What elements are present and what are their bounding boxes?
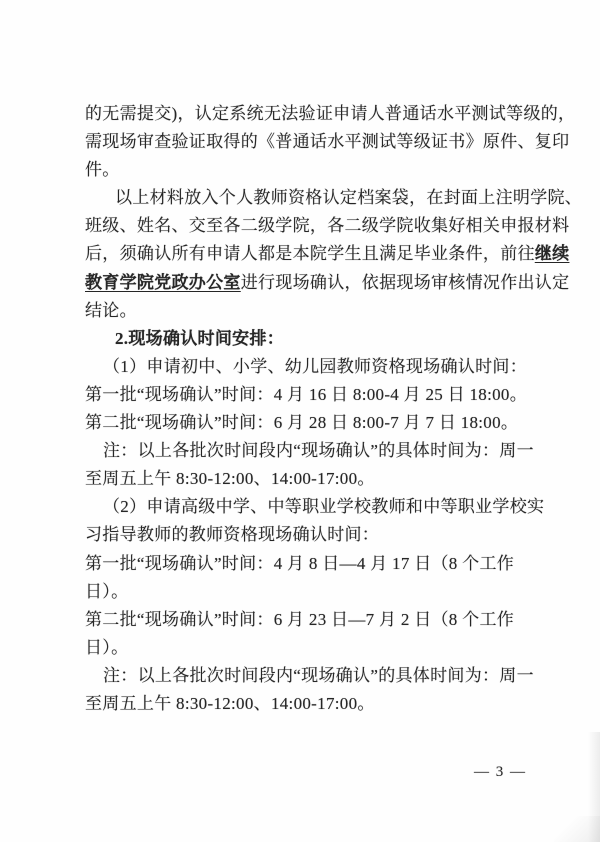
text-line	[85, 550, 555, 578]
text-segment: 结论。	[85, 300, 137, 320]
text-segment: 日）。	[85, 637, 129, 657]
text-line	[85, 409, 555, 437]
text-line	[85, 634, 555, 662]
emphasized-office-name: 教育学院党政办公室	[85, 272, 241, 292]
text-line	[85, 662, 555, 690]
text-segment: 需现场审查验证取得的《普通话水平测试等级证书》原件、复印	[85, 132, 570, 152]
document-body	[85, 100, 583, 718]
text-line	[85, 381, 555, 409]
page-number: — 3 —	[474, 764, 527, 780]
text-line	[85, 184, 583, 212]
scan-artifact-corner	[554, 816, 600, 842]
text-line	[85, 353, 555, 381]
text-segment: 注：以上各批次时间段内“现场确认”的具体时间为：周一	[103, 665, 534, 685]
text-segment: 件。	[85, 160, 120, 180]
text-segment: 习指导教师的教师资格现场确认时间：	[85, 525, 380, 545]
text-segment: 日）。	[85, 581, 129, 601]
text-segment: 至周五上午 8:30-12:00、14:00-17:00。	[85, 469, 375, 489]
text-segment: 注：以上各批次时间段内“现场确认”的具体时间为：周一	[103, 441, 534, 461]
text-line	[85, 437, 555, 465]
text-line	[85, 690, 555, 718]
text-line	[85, 297, 555, 325]
text-segment: 班级、姓名、交至各二级学院，各二级学院收集好相关申报材料	[85, 216, 570, 236]
text-segment: 第二批“现场确认”时间：6 月 23 日—7 月 2 日（8 个工作	[85, 609, 515, 629]
text-line	[85, 325, 555, 353]
text-segment: 后，须确认所有申请人都是本院学生且满足毕业条件，前往	[85, 244, 535, 264]
emphasized-office-name: 继续	[534, 244, 570, 264]
text-line	[85, 128, 570, 156]
text-line	[85, 269, 570, 297]
text-line	[85, 240, 570, 268]
text-segment: 的无需提交)，认定系统无法验证申请人普通话水平测试等级的，	[85, 104, 576, 123]
text-segment: （1）申请初中、小学、幼儿园教师资格现场确认时间：	[103, 356, 527, 376]
text-line	[85, 212, 570, 240]
text-line	[85, 578, 555, 606]
text-segment: 2.现场确认时间安排：	[115, 328, 285, 348]
text-line	[85, 156, 555, 184]
text-line	[85, 465, 555, 493]
text-segment: 以上材料放入个人教师资格认定档案袋，在封面上注明学院、	[115, 188, 583, 208]
text-segment: （2）申请高级中学、中等职业学校教师和中等职业学校实	[103, 497, 545, 517]
text-line	[85, 521, 555, 549]
text-segment: 第二批“现场确认”时间：6 月 28 日 8:00-7 月 7 日 18:00。	[85, 413, 519, 433]
text-segment: 至周五上午 8:30-12:00、14:00-17:00。	[85, 693, 375, 713]
text-segment: 第一批“现场确认”时间：4 月 16 日 8:00-4 月 25 日 18:00。	[85, 384, 527, 404]
text-segment: 第一批“现场确认”时间：4 月 8 日—4 月 17 日（8 个工作	[85, 553, 515, 573]
text-segment: 进行现场确认，依据现场审核情况作出认定	[240, 272, 570, 292]
text-line	[85, 100, 576, 128]
text-line	[85, 606, 555, 634]
text-line	[85, 493, 555, 521]
